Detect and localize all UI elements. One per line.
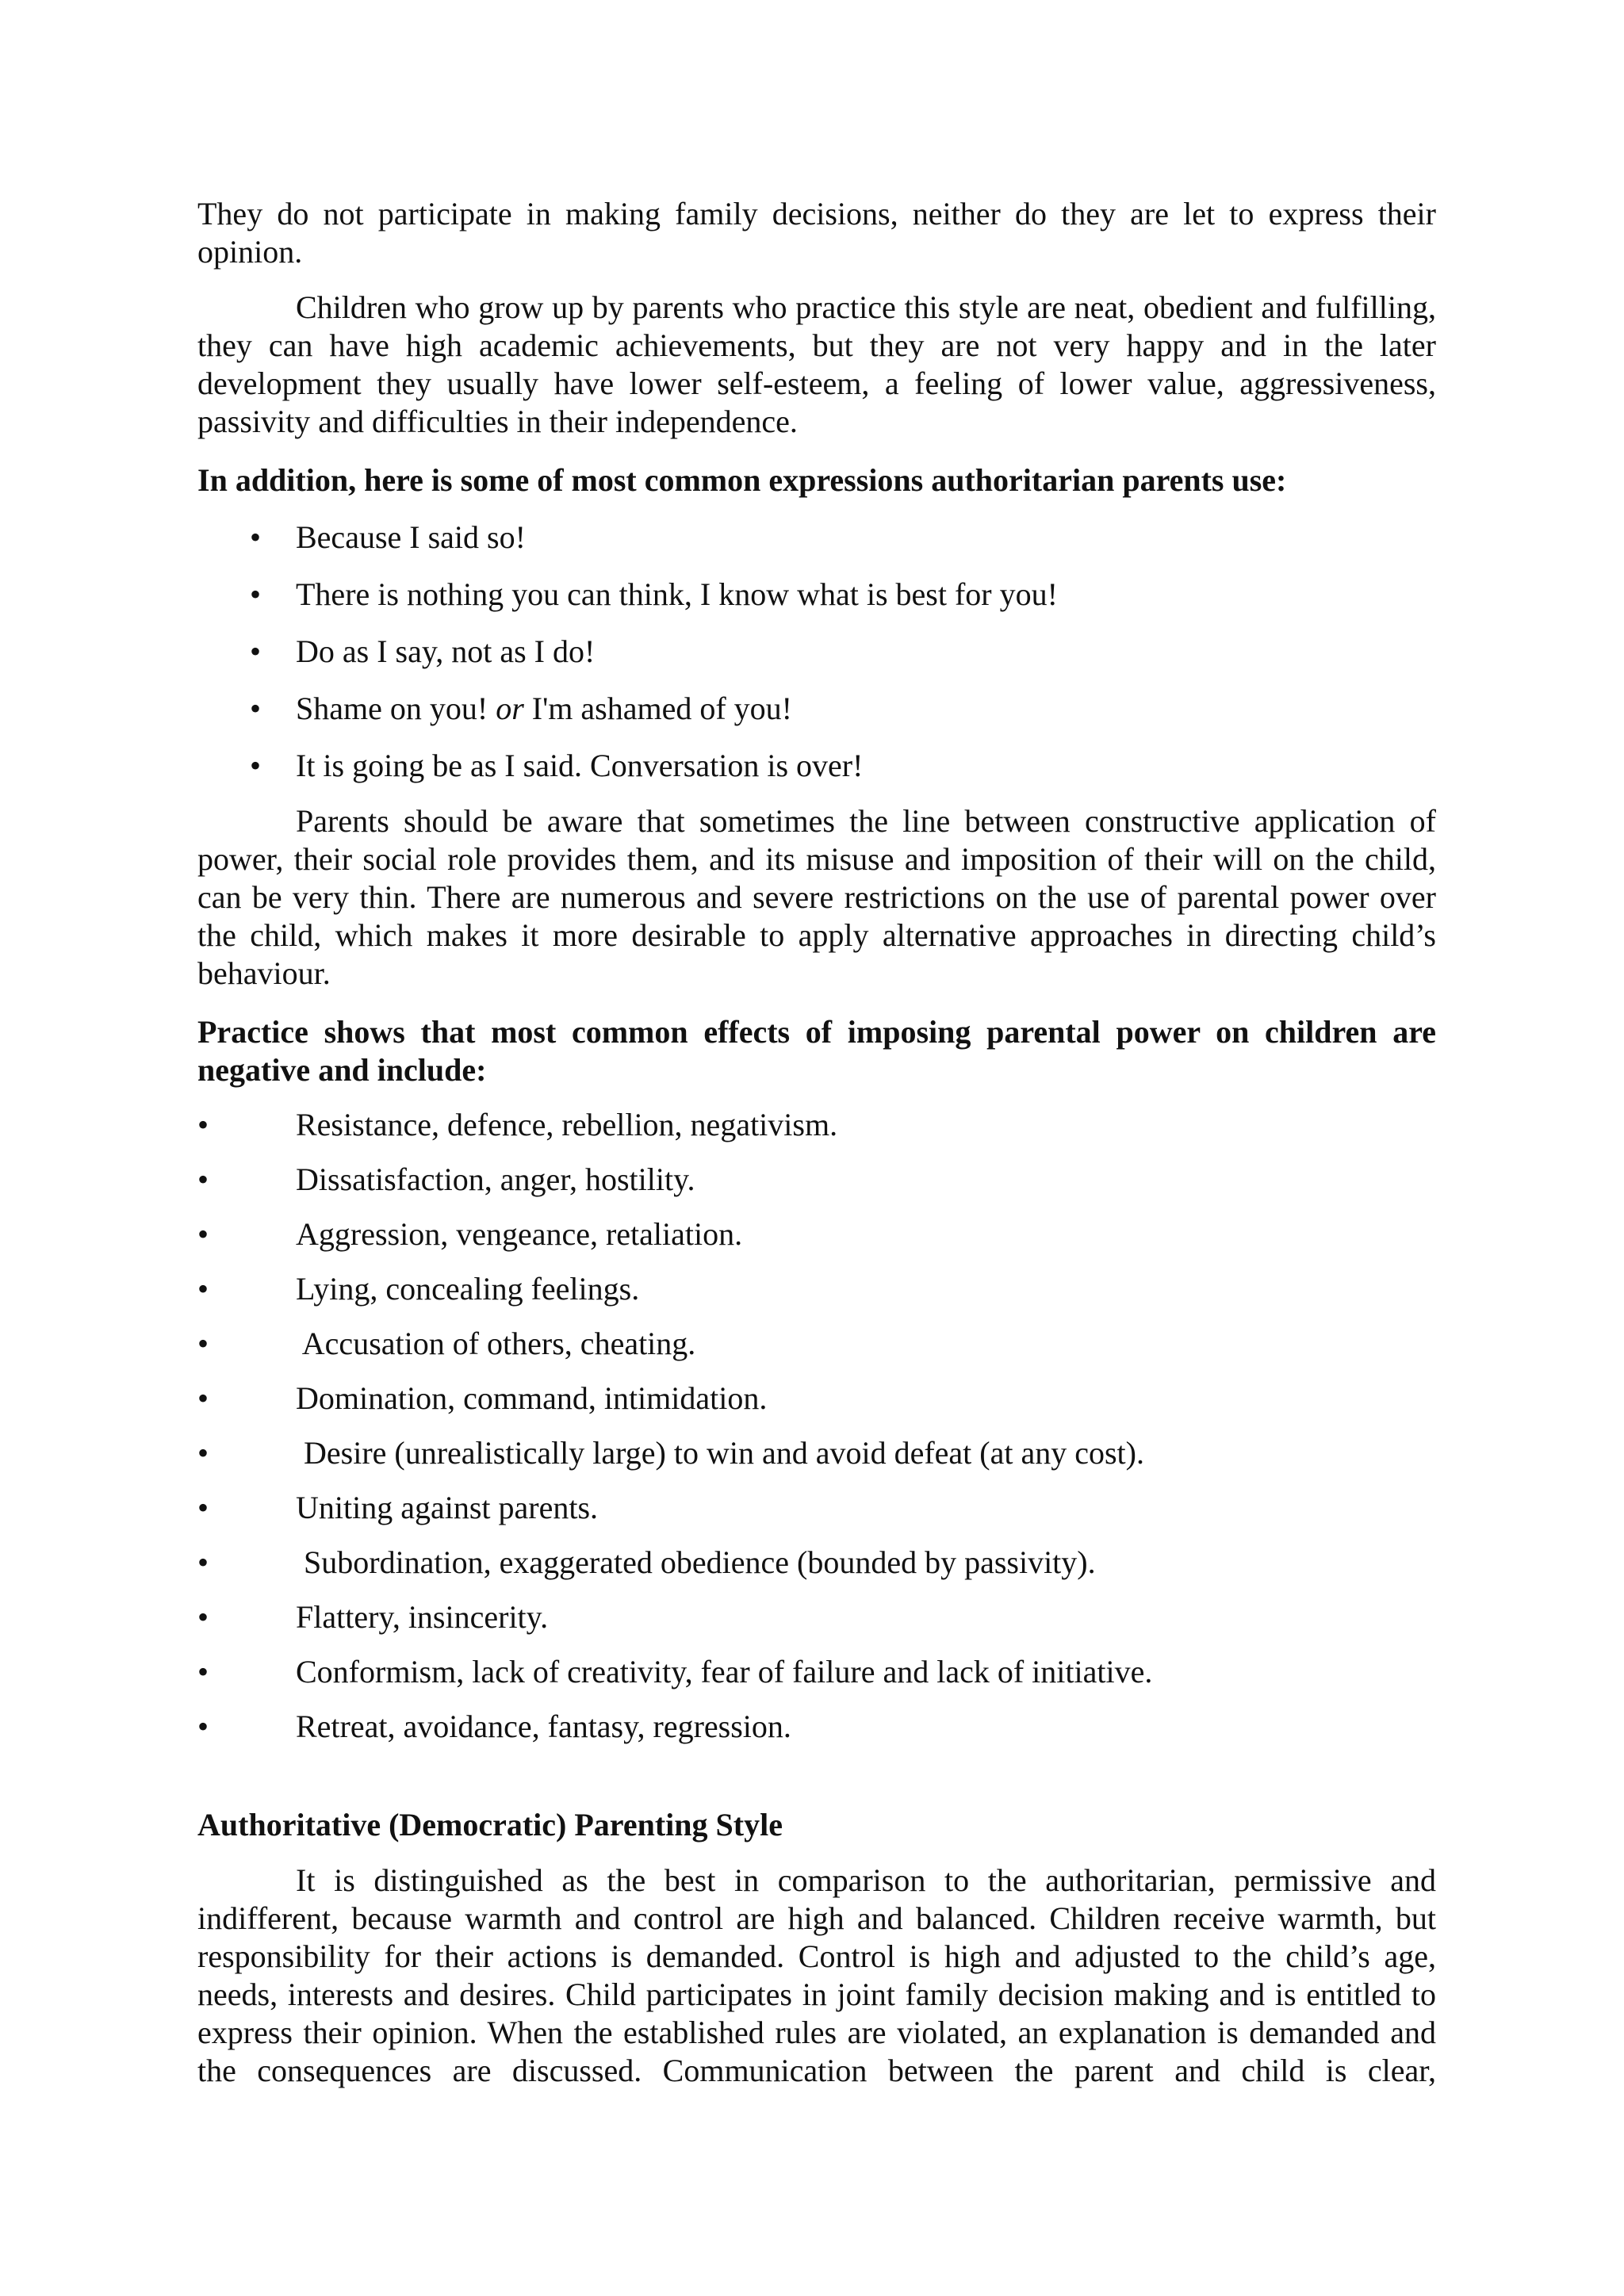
paragraph-authoritative: It is distinguished as the best in comparison to the authoritarian, permissive and indifferent, because warmth and control are high and balanced. Children receive warmth, but responsibility for their actions is demanded. Control is high and adjusted to the child’s age, needs, interests and desires. Child participates in joint family decision making and is entitled to express their opinion. When the established rules are violated, an explanation is demanded and the consequences are discussed. Communication between the parent and child is clear,: [197, 1862, 1436, 2088]
bullet-icon: •: [197, 1654, 209, 1689]
bullet-icon: •: [197, 1107, 209, 1142]
list-item: • Aggression, vengeance, retaliation.: [197, 1216, 743, 1252]
list-item: • Flattery, insincerity.: [197, 1599, 549, 1635]
bullet-icon: •: [250, 519, 262, 555]
bullet-icon: •: [197, 1490, 209, 1525]
expressions-list: [197, 519, 1436, 785]
list-item: • Accusation of others, cheating.: [197, 1326, 696, 1361]
list-item: • Desire (unrealistically large) to win and avoid defeat (at any cost).: [197, 1435, 1144, 1471]
bullet-icon: •: [250, 691, 262, 726]
list-item: • Shame on you! or I'm ashamed of you!: [250, 691, 792, 726]
expressions-heading: In addition, here is some of most common expressions authoritarian parents use:: [197, 462, 1287, 498]
list-item: • Dissatisfaction, anger, hostility.: [197, 1161, 695, 1197]
list-item: • Conformism, lack of creativity, fear of failure and lack of initiative.: [197, 1654, 1153, 1689]
bullet-icon: •: [197, 1435, 209, 1471]
document-page: [197, 195, 1436, 2090]
bullet-icon: •: [197, 1271, 209, 1307]
bullet-icon: •: [197, 1326, 209, 1361]
paragraph-parental-power: Parents should be aware that sometimes the line between constructive application of power, their social role provides them, and its misuse and imposition of their will on the child, can be very thin. There are numerous and severe restrictions on the use of parental power over the child, which makes it more desirable to apply alternative approaches in directing child’s behaviour.: [197, 803, 1436, 991]
list-item: • It is going be as I said. Conversation is over!: [250, 748, 864, 783]
list-item: • Resistance, defence, rebellion, negativism.: [197, 1107, 838, 1142]
bullet-icon: •: [197, 1216, 209, 1252]
list-item: • Uniting against parents.: [197, 1490, 599, 1525]
bullet-icon: •: [197, 1380, 209, 1416]
effects-list: [197, 1106, 1436, 1746]
list-item: • Retreat, avoidance, fantasy, regression.: [197, 1709, 791, 1744]
bullet-icon: •: [197, 1161, 209, 1197]
list-item: • Lying, concealing feelings.: [197, 1271, 640, 1307]
bullet-icon: •: [197, 1544, 209, 1580]
bullet-icon: •: [197, 1709, 209, 1744]
bullet-icon: •: [250, 576, 262, 612]
list-item: • Do as I say, not as I do!: [250, 633, 596, 669]
paragraph-children-outcomes: Children who grow up by parents who practice this style are neat, obedient and fulfilling, they can have high academic achievements, but they are not very happy and in the later development they usually have lower self-esteem, a feeling of lower value, aggressiveness, passivity and difficulties in their independence.: [197, 289, 1436, 439]
bullet-icon: •: [250, 633, 262, 669]
list-item: • Subordination, exaggerated obedience (bounded by passivity).: [197, 1544, 1096, 1580]
list-item: • There is nothing you can think, I know what is best for you!: [250, 576, 1058, 612]
list-item: • Because I said so!: [250, 519, 526, 555]
paragraph-opinion: They do not participate in making family decisions, neither do they are let to express their opinion.: [197, 196, 1436, 270]
bullet-icon: •: [197, 1599, 209, 1635]
section-heading: Authoritative (Democratic) Parenting Style: [197, 1807, 783, 1843]
effects-heading: Practice shows that most common effects of imposing parental power on children are negative and include:: [197, 1014, 1436, 1088]
list-item: • Domination, command, intimidation.: [197, 1380, 768, 1416]
bullet-icon: •: [250, 748, 262, 783]
